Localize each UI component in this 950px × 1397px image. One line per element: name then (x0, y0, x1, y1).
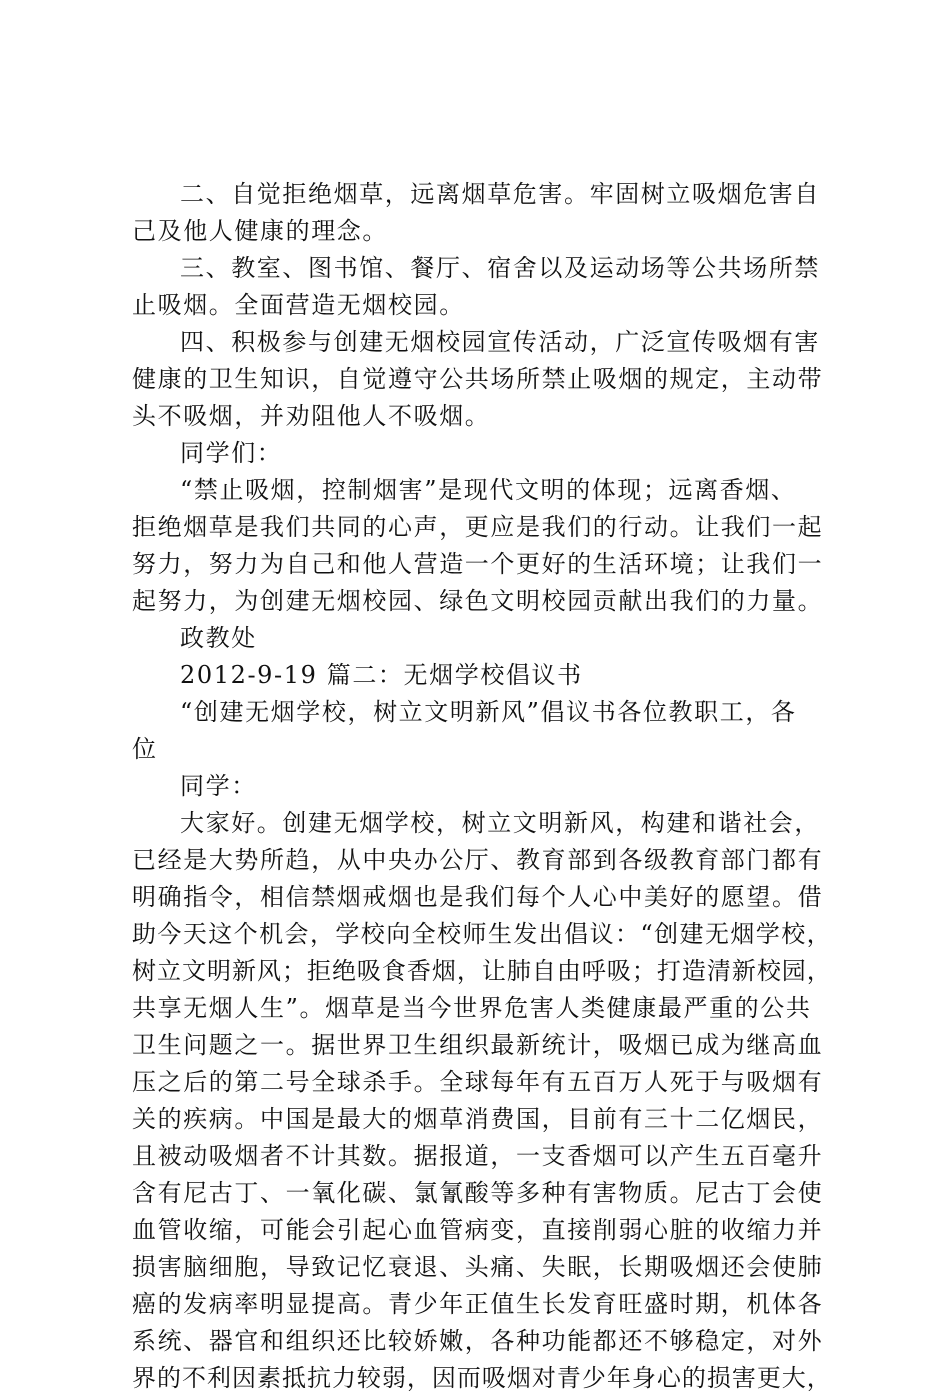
text-line: 损害脑细胞，导致记忆衰退、头痛、失眠，长期吸烟还会使肺 (132, 1253, 824, 1281)
text-line: 已经是大势所趋，从中央办公厅、教育部到各级教育部门都有 (132, 846, 824, 874)
text-line: 拒绝烟草是我们共同的心声，更应是我们的行动。让我们一起 (132, 513, 824, 541)
text-line: 三、教室、图书馆、餐厅、宿舍以及运动场等公共场所禁 (180, 254, 820, 282)
text-line: 位 (132, 735, 158, 763)
text-line: 树立文明新风；拒绝吸食香烟，让肺自由呼吸；打造清新校园， (132, 957, 832, 985)
text-line: 系统、器官和组织还比较娇嫩，各种功能都还不够稳定，对外 (132, 1327, 824, 1355)
text-line: 止吸烟。全面营造无烟校园。 (132, 291, 465, 319)
text-line: 关的疾病。中国是最大的烟草消费国，目前有三十二亿烟民， (132, 1105, 824, 1133)
text-line: 努力，努力为自己和他人营造一个更好的生活环境；让我们一 (132, 550, 824, 578)
text-line: 己及他人健康的理念。 (132, 217, 388, 245)
text-line: 血管收缩，可能会引起心血管病变，直接削弱心脏的收缩力并 (132, 1216, 824, 1244)
text-line: 癌的发病率明显提高。青少年正值生长发育旺盛时期，机体各 (132, 1290, 824, 1318)
text-line: 同学： (180, 772, 257, 800)
text-line: “创建无烟学校，树立文明新风”倡议书各位教职工，各 (180, 698, 797, 726)
text-line: 2012-9-19 篇二：无烟学校倡议书 (180, 661, 583, 689)
text-line: 且被动吸烟者不计其数。据报道，一支香烟可以产生五百毫升 (132, 1142, 824, 1170)
text-line: 含有尼古丁、一氧化碳、氯氰酸等多种有害物质。尼古丁会使 (132, 1179, 824, 1207)
text-line: 助今天这个机会，学校向全校师生发出倡议：“创建无烟学校， (132, 920, 833, 948)
text-line: 四、积极参与创建无烟校园宣传活动，广泛宣传吸烟有害 (180, 328, 820, 356)
text-line: 二、自觉拒绝烟草，远离烟草危害。牢固树立吸烟危害自 (180, 180, 820, 208)
text-line: 明确指令，相信禁烟戒烟也是我们每个人心中美好的愿望。借 (132, 883, 824, 911)
text-line: 政教处 (180, 624, 257, 652)
text-line: 压之后的第二号全球杀手。全球每年有五百万人死于与吸烟有 (132, 1068, 824, 1096)
text-line: 界的不利因素抵抗力较弱，因而吸烟对青少年身心的损害更大， (132, 1364, 832, 1392)
text-line: “禁止吸烟，控制烟害”是现代文明的体现；远离香烟、 (180, 476, 797, 504)
text-line: 共享无烟人生”。烟草是当今世界危害人类健康最严重的公共 (132, 994, 812, 1022)
text-line: 健康的卫生知识，自觉遵守公共场所禁止吸烟的规定，主动带 (132, 365, 824, 393)
text-line: 大家好。创建无烟学校，树立文明新风，构建和谐社会， (180, 809, 820, 837)
document-page (132, 176, 832, 1397)
text-line: 起努力，为创建无烟校园、绿色文明校园贡献出我们的力量。 (132, 587, 824, 615)
text-line: 卫生问题之一。据世界卫生组织最新统计，吸烟已成为继高血 (132, 1031, 824, 1059)
text-line: 同学们： (180, 439, 283, 467)
text-line: 头不吸烟，并劝阻他人不吸烟。 (132, 402, 491, 430)
